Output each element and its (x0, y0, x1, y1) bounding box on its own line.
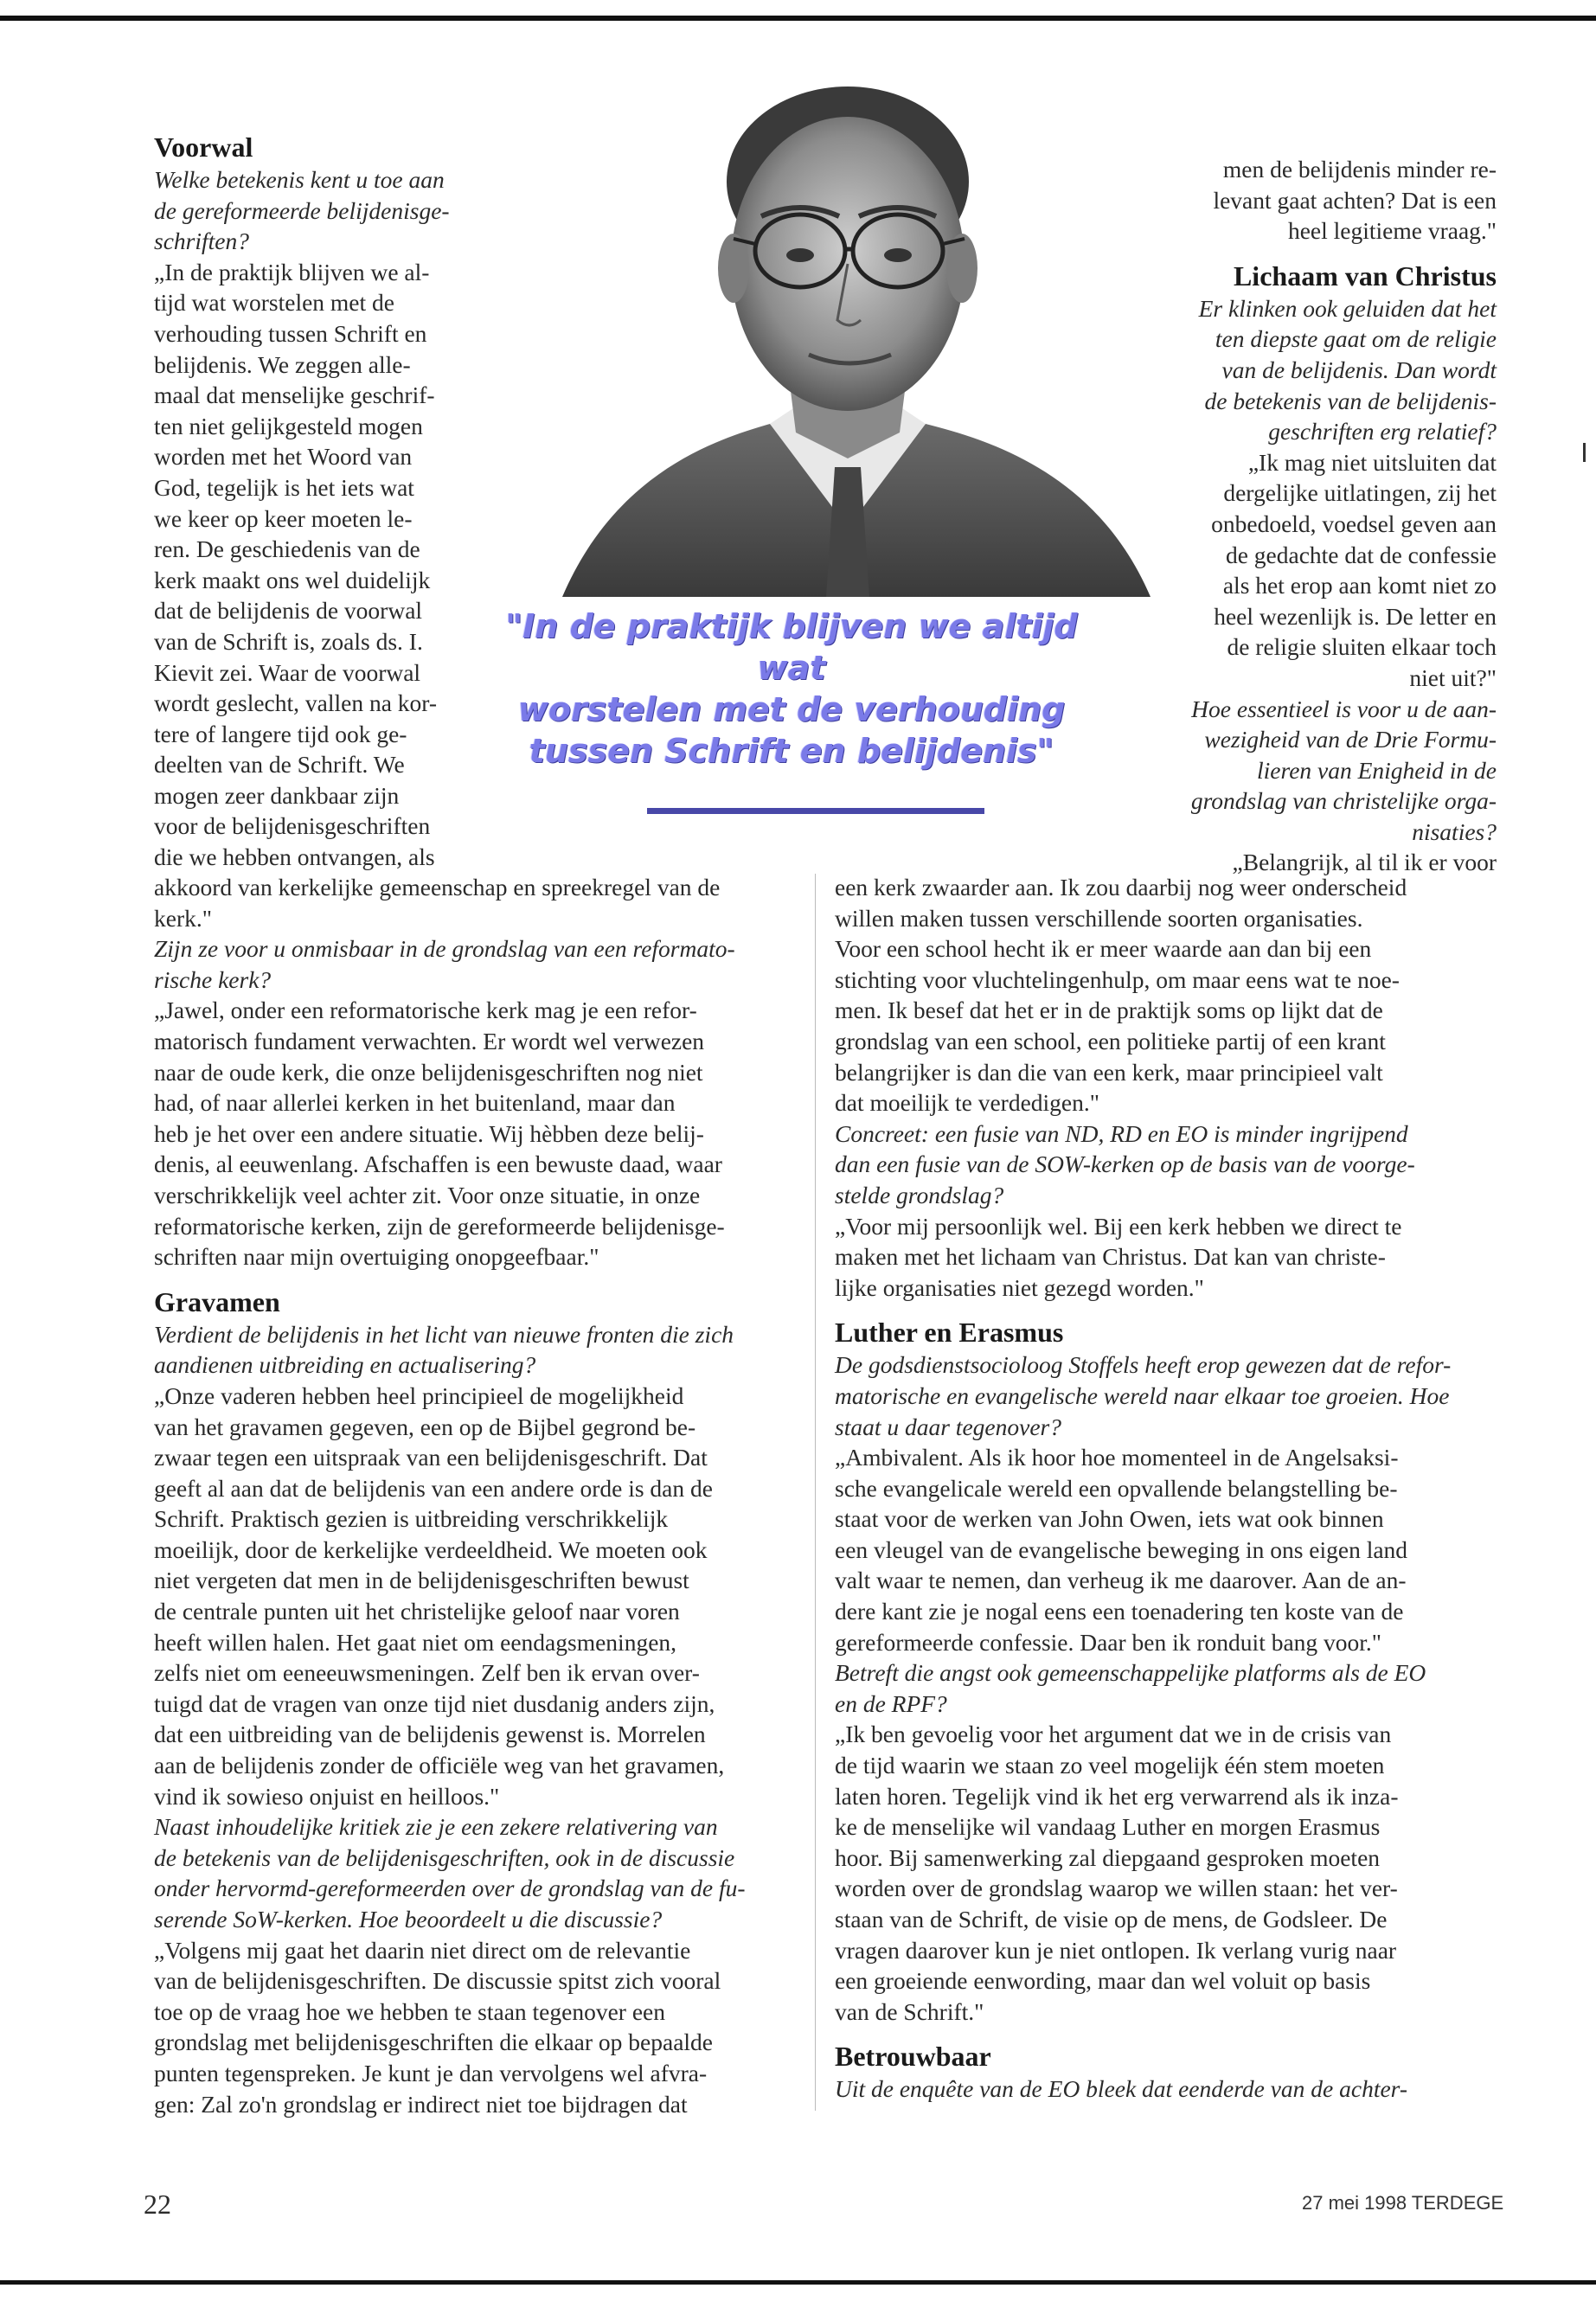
question: De godsdienstsocioloog Stoffels heeft erop gewezen dat de refor- matorische en evangelische wereld naar elkaar toe groeien. Hoe staat u daar tegenover? (835, 1351, 1452, 1440)
right-top-column (1073, 154, 1497, 878)
top-rule (0, 16, 1596, 21)
heading-gravamen: Gravamen (154, 1285, 280, 1317)
heading-luther-en-erasmus: Luther en Erasmus (835, 1317, 1064, 1349)
question: Concreet: een fusie van ND, RD en EO is minder ingrijpend dan een fusie van de SOW-kerken op de basis van de voorge- stelde grondslag? (835, 1119, 1415, 1208)
question: Welke betekenis kent u toe aan de gereformeerde belijdenisge- schriften? (154, 166, 450, 255)
pull-quote-line-2: worstelen met de verhouding (517, 690, 1066, 728)
intro-text: men de belijdenis minder re- levant gaat achten? Dat is een heel legitieme vraag." (1213, 156, 1497, 245)
answer: „Onze vaderen hebben heel principieel de mogelijkheid van het gravamen gegeven, een op de Bijbel gegrond be- zwaar tegen een uitspraak van een belijdenisgeschrift. Dat geeft al aan dat de belijdenis van een andere orde is dan de Schrift. Praktisch gezien is uitbreiding verschrikkelijk moeilijk, door de kerkelijke verdeeldheid. We moeten ook niet vergeten dat men in de belijdenisgeschriften bewust de centrale punten uit het christelijke geloof naar voren heeft willen halen. Het gaat niet om eendagsmeningen, zelfs niet om eeneeuwsmeningen. Zelf ben ik ervan over- tuigd dat de vragen van onze tijd niet dusdanig anders zijn, dat een uitbreiding van de belijdenis gewenst is. Morrelen aan de belijdenis zonder de officiële weg van het gravamen, vind ik sowieso onjuist en heilloos." (154, 1381, 725, 1810)
left-top-column (154, 130, 500, 873)
answer-2: „Belangrijk, al til ik er voor (1232, 849, 1497, 876)
answer: een kerk zwaarder aan. Ik zou daarbij nog weer onderscheid willen maken tussen verschillende soorten organisaties. Voor een school hecht ik er meer waarde aan dan bij een stichting voor vluchtelingenhulp, om maar eens wat te noe- men. Ik besef dat het er in de praktijk soms op lijkt dat de grondslag van een school, een politieke partij of een krant belangrijker is dan die van een kerk, maar principieel valt dat moeilijk te verdedigen." (835, 874, 1407, 1117)
question: Zijn ze voor u onmisbaar in de grondslag van een reformato- rische kerk? (154, 935, 735, 993)
answer: „Jawel, onder een reformatorische kerk mag je een refor- matorisch fundament verwachten. Er wordt wel verwezen naar de oude kerk, die onze belijdenisgeschriften nog niet had, of naar allerlei kerken in het buitenland, maar dan heb je het over een andere situatie. Wij hèbben deze belij- denis, al eeuwenlang. Afschaffen is een bewuste daad, waar verschrikkelijk veel achter zit. Voor onze situatie, in onze reformatorische kerken, zijn de gereformeerde belijdenisge- schriften naar mijn overtuiging onopgeefbaar." (154, 997, 725, 1271)
question: Er klinken ook geluiden dat het ten diepste gaat om de religie van de belijdenis. Dan wordt de betekenis van de belijdenis- geschriften erg relatief? (1198, 294, 1497, 445)
footer-issue: 27 mei 1998 TERDEGE (1302, 2192, 1504, 2214)
heading-betrouwbaar: Betrouwbaar (835, 2041, 991, 2073)
question: Naast inhoudelijke kritiek zie je een zekere relativering van de betekenis van de belijdenisgeschriften, ook in de discussie onder hervormd-gereformeerden over de grondslag van de fu- serende SoW-kerken. Hoe beoordeelt u die discussie? (154, 1813, 746, 1932)
right-bottom-column (835, 872, 1492, 2105)
answer: „Ik ben gevoelig voor het argument dat we in de crisis van de tijd waarin we staan zo veel mogelijk één stem moeten laten horen. Tegelijk vind ik het erg verwarrend als ik inza- ke de menselijke wil vandaag Luther en morgen Erasmus hoor. Bij samenwerking zal diepgaand gesproken moeten worden over de grondslag waarop we willen staan: het ver- staan van de Schrift, de visie op de mens, de Godsleer. De vragen daarover kun je niet ontlopen. Ik verlang vurig naar een groeiende eenwording, maar dan wel voluit op basis van de Schrift." (835, 1721, 1399, 2025)
answer: „Ik mag niet uitsluiten dat dergelijke uitlatingen, zij het onbedoeld, voedsel geven aan de gedachte dat de confessie als het erop aan komt niet zo heel wezenlijk is. De letter en de religie sluiten elkaar toch niet uit?" (1211, 448, 1497, 691)
page-number: 22 (144, 2189, 171, 2220)
pull-quote-line-3: tussen Schrift en belijdenis" (529, 732, 1054, 770)
heading-voorwal: Voorwal (154, 131, 253, 163)
answer: „Voor mij persoonlijk wel. Bij een kerk hebben we direct te maken met het lichaam van Christus. Dat kan van christe- lijke organisaties niet gezegd worden." (835, 1212, 1402, 1301)
pull-quote (480, 606, 1103, 772)
question-2: Hoe essentieel is voor u de aan- wezigheid van de Drie Formu- lieren van Enigheid in de grondslag van christelijke orga- nisaties? (1190, 695, 1497, 845)
pull-quote-underline (647, 808, 984, 814)
question: Betreft die angst ook gemeenschappelijke platforms als de EO en de RPF? (835, 1659, 1426, 1717)
left-bottom-column (154, 872, 794, 2119)
heading-lichaam-van-christus: Lichaam van Christus (1233, 260, 1497, 292)
answer: „Ambivalent. Als ik hoor hoe momenteel in de Angelsaksi- sche evangelicale wereld een opvallende belangstelling be- staat voor de werken van John Owen, iets wat ook binnen een vleugel van de evangelische beweging in ons eigen land valt waar te nemen, dan verheug ik me daarover. Aan de an- dere kant zie je nogal eens een toenadering ten koste van de gereformeerde confessie. Daar ben ik ronduit bang voor." (835, 1444, 1408, 1656)
answer: „In de praktijk blijven we al- tijd wat worstelen met de verhouding tussen Schrift en belijdenis. We zeggen alle- maal dat menselijke geschrif- ten niet gelijkgesteld mogen worden met het Woord van God, tegelijk is het iets wat we keer op keer moeten le- ren. De geschiedenis van de kerk maakt ons wel duidelijk dat de belijdenis de voorwal van de Schrift is, zoals ds. I. Kievit zei. Waar de voorwal wordt geslecht, vallen na kor- tere of langere tijd ook ge- deelten van de Schrift. We mogen zeer dankbaar zijn voor de belijdenisgeschriften die we hebben ontvangen, als (154, 258, 438, 871)
margin-tick (1583, 443, 1586, 462)
column-divider (815, 874, 816, 2111)
bottom-rule (0, 2280, 1596, 2285)
question: Verdient de belijdenis in het licht van nieuwe fronten die zich aandienen uitbreiding en actualisering? (154, 1320, 734, 1379)
pull-quote-line-1: "In de praktijk blijven we altijd wat (505, 607, 1078, 687)
answer: „Volgens mij gaat het daarin niet direct om de relevantie van de belijdenisgeschriften. De discussie spitst zich vooral toe op de vraag hoe we hebben te staan tegenover een grondslag met belijdenisgeschriften die elkaar op bepaalde punten tegenspreken. Je kunt je dan vervolgens wel afvra- gen: Zal zo'n grondslag er indirect niet toe bijdragen dat (154, 1936, 721, 2118)
question: Uit de enquête van de EO bleek dat eenderde van de achter- (835, 2075, 1407, 2103)
paragraph: akkoord van kerkelijke gemeenschap en spreekregel van de kerk." (154, 874, 721, 932)
